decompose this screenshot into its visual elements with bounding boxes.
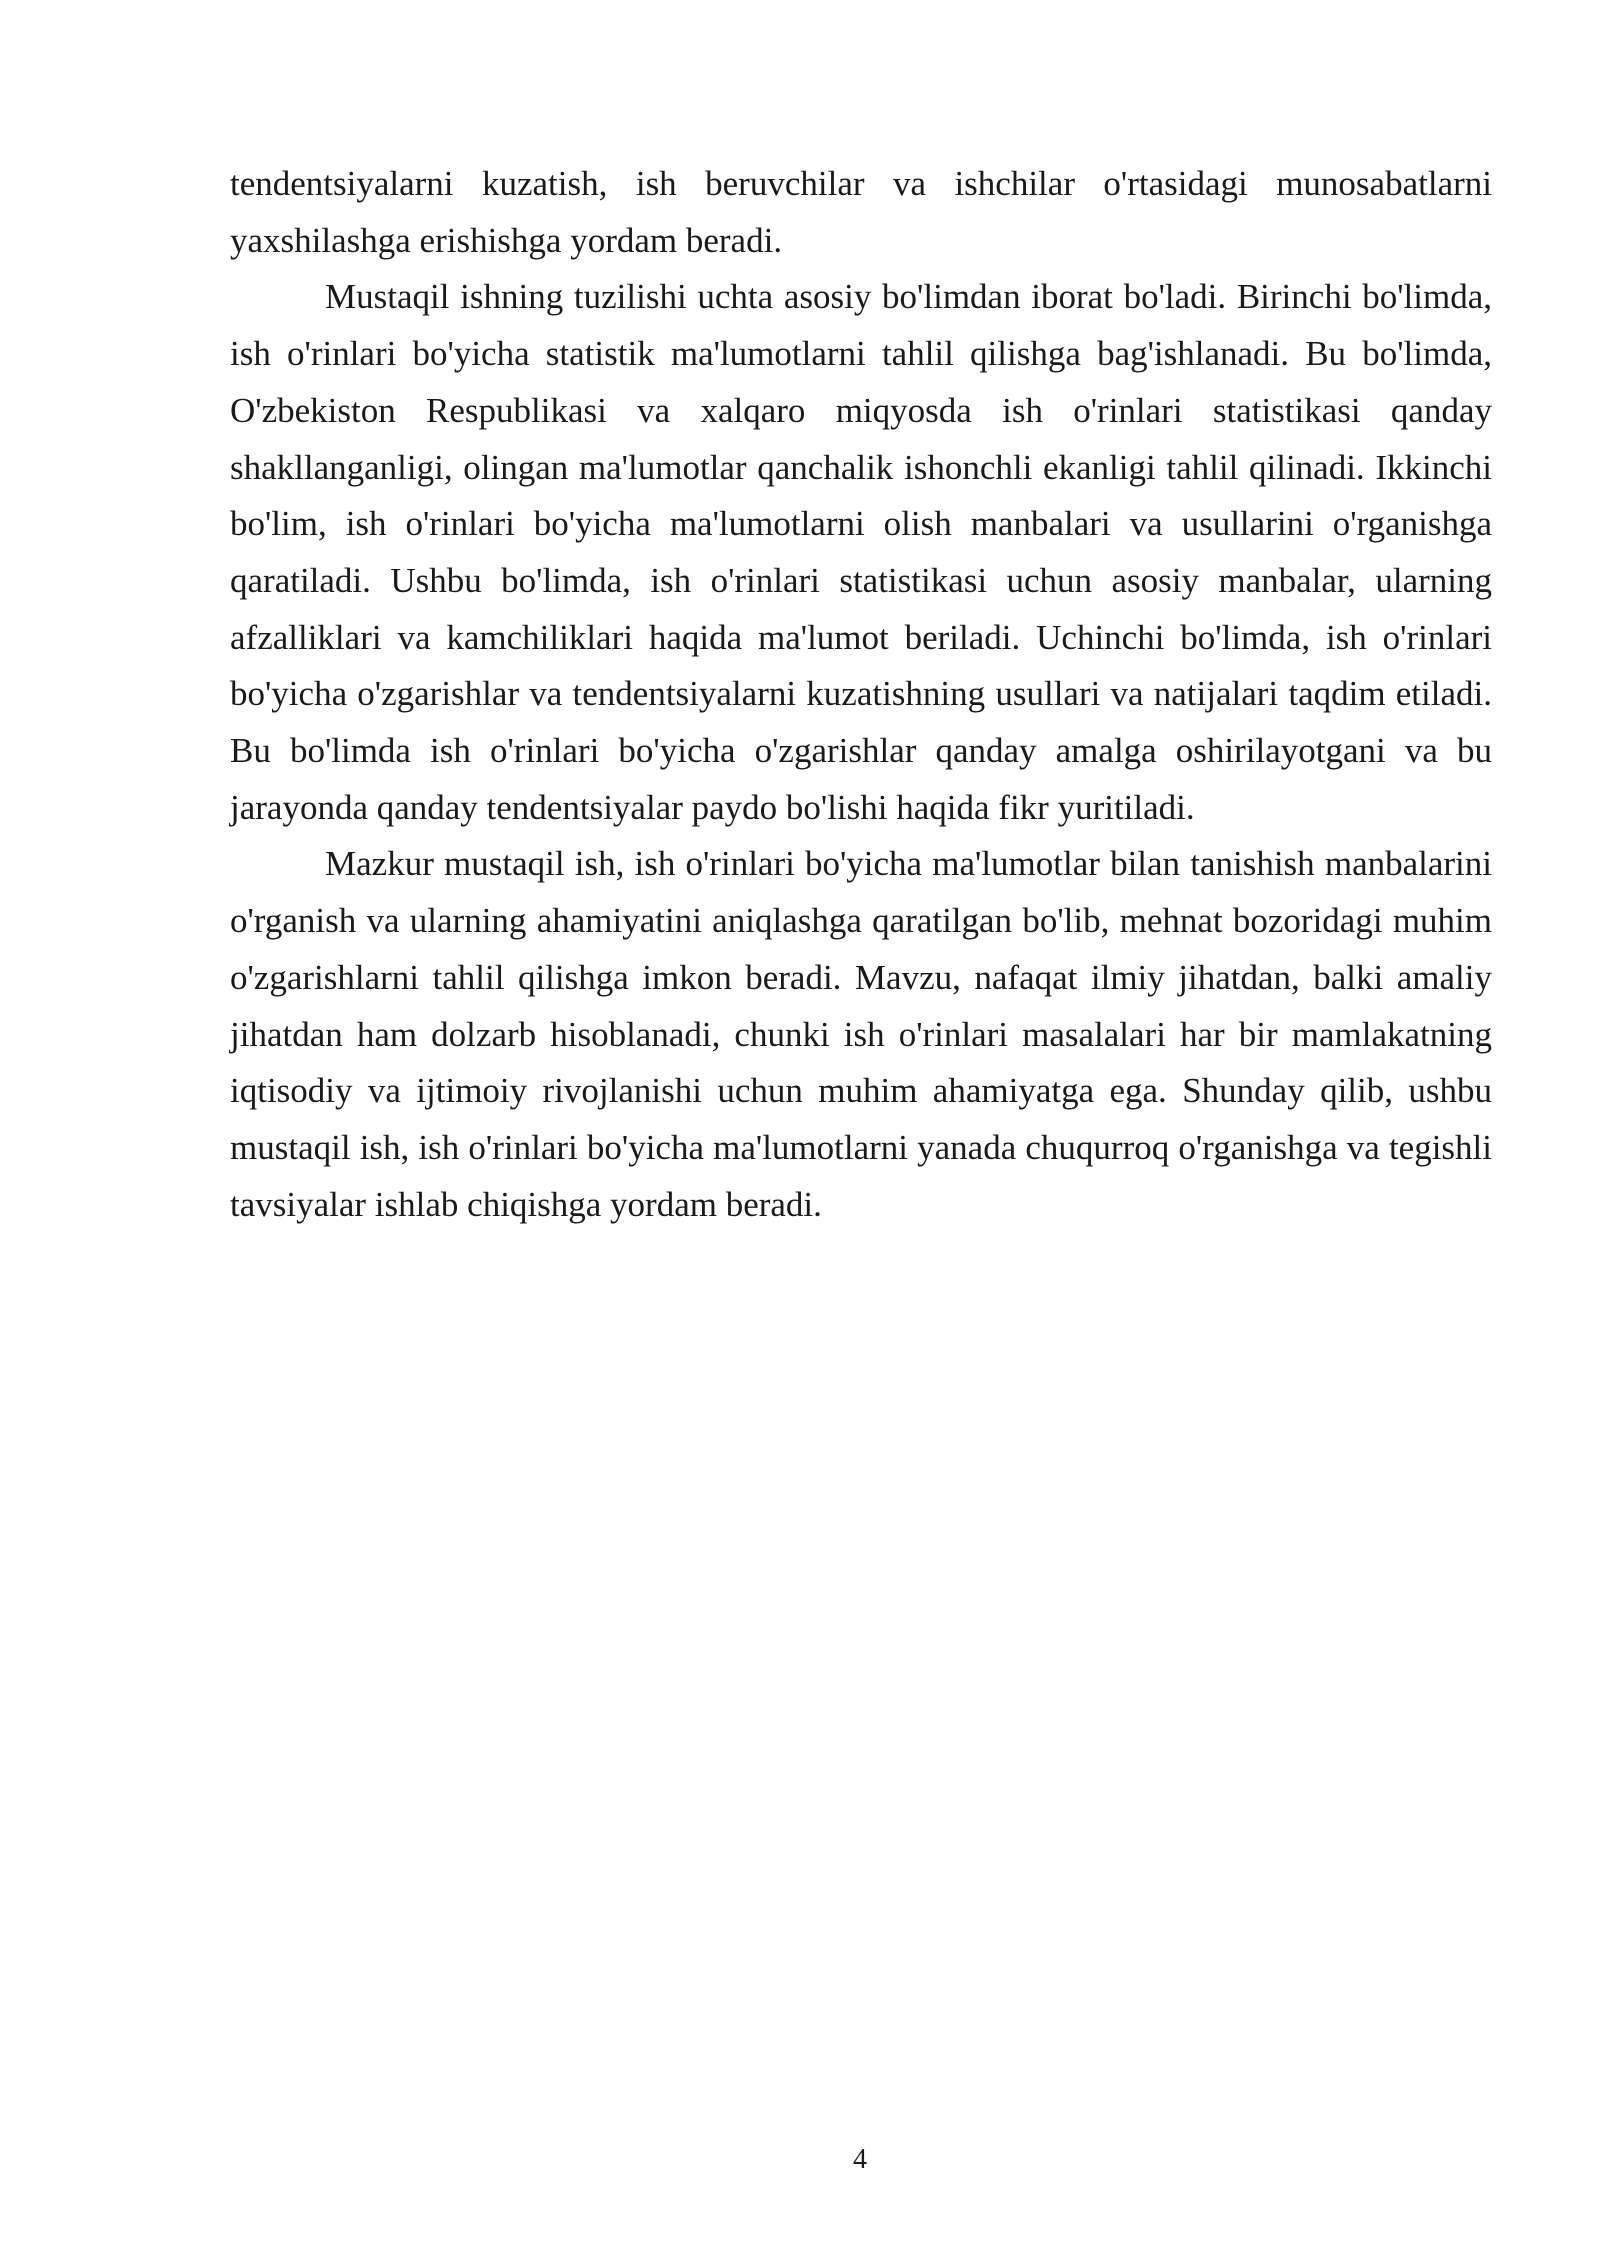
page-number: 4	[853, 2144, 867, 2175]
body-text	[230, 156, 1492, 1233]
paragraph-structure: Mustaqil ishning tuzilishi uchta asosiy bo'limdan iborat bo'ladi. Birinchi bo'limda, ish o'rinlari bo'yicha statistik ma'lumotlarni tahlil qilishga bag'ishlanadi. Bu bo'limda, O'zbekiston Respublikasi va xalqaro miqyosda ish o'rinlari statistikasi qanday shakllanganligi, olingan ma'lumotlar qanchalik ishonchli ekanligi tahlil qilinadi. Ikkinchi bo'lim, ish o'rinlari bo'yicha ma'lumotlarni olish manbalari va usullarini o'rganishga qaratiladi. Ushbu bo'limda, ish o'rinlari statistikasi uchun asosiy manbalar, ularning afzalliklari va kamchiliklari haqida ma'lumot beriladi. Uchinchi bo'limda, ish o'rinlari bo'yicha o'zgarishlar va tendentsiyalarni kuzatishning usullari va natijalari taqdim etiladi. Bu bo'limda ish o'rinlari bo'yicha o'zgarishlar qanday amalga oshirilayotgani va bu jarayonda qanday tendentsiyalar paydo bo'lishi haqida fikr yuritiladi.	[230, 277, 1492, 827]
paragraph-conclusion: Mazkur mustaqil ish, ish o'rinlari bo'yicha ma'lumotlar bilan tanishish manbalarini o'rganish va ularning ahamiyatini aniqlashga qaratilgan bo'lib, mehnat bozoridagi muhim o'zgarishlarni tahlil qilishga imkon beradi. Mavzu, nafaqat ilmiy jihatdan, balki amaliy jihatdan ham dolzarb hisoblanadi, chunki ish o'rinlari masalalari har bir mamlakatning iqtisodiy va ijtimoiy rivojlanishi uchun muhim ahamiyatga ega. Shunday qilib, ushbu mustaqil ish, ish o'rinlari bo'yicha ma'lumotlarni yanada chuqurroq o'rganishga va tegishli tavsiyalar ishlab chiqishga yordam beradi.	[230, 844, 1492, 1224]
paragraph-continuation: tendentsiyalarni kuzatish, ish beruvchilar va ishchilar o'rtasidagi munosabatlarni yaxshilashga erishishga yordam beradi.	[230, 164, 1492, 260]
